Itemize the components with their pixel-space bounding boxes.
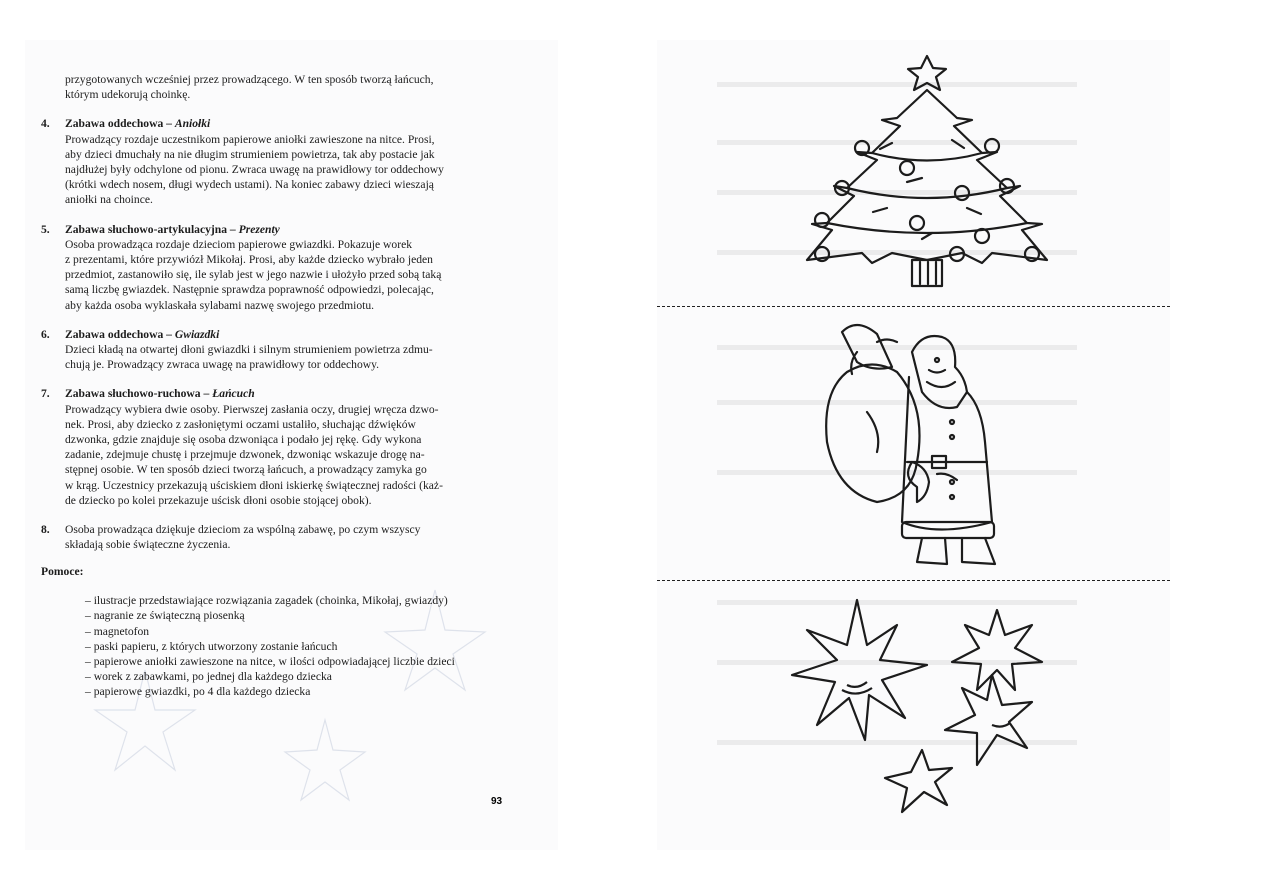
activity-heading: Zabawa oddechowa – [65, 327, 172, 341]
text-line: w krąg. Uczestnicy przekazują uściskiem dłoni iskierkę świątecznej radości (każ- [65, 478, 443, 492]
text-line: Osoba prowadząca rozdaje dzieciom papierowe gwiazdki. Pokazuje worek [65, 237, 413, 251]
activity-heading: Zabawa słuchowo-ruchowa – [65, 387, 210, 401]
aids-list-item: – nagranie ze świąteczną piosenką [85, 608, 521, 623]
text-line: Prowadzący wybiera dwie osoby. Pierwszej zasłania oczy, drugiej wręcza dzwo- [65, 402, 439, 416]
text-line: przedmiot, zastanowiło się, ile sylab jest w jego nazwie i ułożyło przed sobą taką [65, 268, 442, 282]
cut-line [657, 580, 1170, 581]
intro-paragraph [65, 72, 505, 102]
text-line: chują je. Prowadzący zwraca uwagę na prawidłowy tor oddechowy. [65, 358, 380, 372]
activity-6 [41, 327, 505, 373]
text-line: Dzieci kładą na otwartej dłoni gwiazdki i silnym strumieniem powietrza zdmu- [65, 343, 433, 357]
item-number: 7. [41, 387, 50, 401]
text-line: składają sobie świąteczne życzenia. [65, 538, 231, 552]
santa-claus-icon [817, 312, 1017, 574]
right-page [657, 40, 1170, 850]
aids-list [85, 593, 521, 699]
text-line: Osoba prowadząca dziękuje dzieciom za wspólną zabawę, po czym wszyscy [65, 523, 421, 537]
stars-icon [787, 590, 1077, 815]
text-line: (krótki wdech nosem, długi wydech ustami). Na koniec zabawy dzieci wieszają [65, 178, 434, 192]
aids-list-item: – ilustracje przedstawiające rozwiązania zagadek (choinka, Mikołaj, gwiazdy) [85, 593, 521, 608]
left-page [25, 40, 558, 850]
text-line: de dziecko po kolei przekazuje uścisk dłoni osobie stojącej obok). [65, 493, 372, 507]
activity-title: Prezenty [238, 222, 280, 236]
text-line: najdłużej były odchylone od pionu. Zwraca uwagę na prawidłowy tor oddechowy [65, 163, 444, 177]
aids-list-item: – paski papieru, z których utworzony zostanie łańcuch [85, 639, 521, 654]
page-number: 93 [491, 796, 503, 807]
text-line: zadanie, zdejmuje chustę i przejmuje dzwonek, dzwoniąc wskazuje drogę na- [65, 448, 425, 462]
aids-list-item: – papierowe gwiazdki, po 4 dla każdego dziecka [85, 684, 521, 699]
text-line: nek. Prosi, aby dziecko z zasłoniętymi oczami ustaliło, słuchając dźwięków [65, 417, 416, 431]
activity-8 [41, 522, 505, 552]
item-number: 5. [41, 222, 50, 236]
text-line: aby każda osoba wyklaskała sylabami nazwę swojego przedmiotu. [65, 298, 375, 312]
aids-heading: Pomoce: [41, 565, 84, 578]
aids-section [41, 564, 521, 700]
activity-5 [41, 222, 505, 313]
aids-list-item: – worek z zabawkami, po jednej dla każdego dziecka [85, 669, 521, 684]
text-line: samą liczbę gwiazdek. Następnie sprawdza poprawność odpowiedzi, polecając, [65, 283, 434, 297]
left-page-text [41, 72, 505, 552]
cut-line [657, 306, 1170, 307]
item-number: 6. [41, 327, 50, 341]
text-line: którym udekorują choinkę. [65, 88, 191, 102]
item-number: 4. [41, 117, 50, 131]
text-line: dzwonka, gdzie znajduje się osoba dzwoniąca i podało jej rękę. Gdy wykona [65, 433, 422, 447]
activity-7 [41, 386, 505, 508]
activity-heading: Zabawa oddechowa – [65, 117, 172, 131]
aids-list-item: – papierowe aniołki zawieszone na nitce, w ilości odpowiadającej liczbie dzieci [85, 654, 521, 669]
activity-title: Łańcuch [212, 387, 255, 401]
christmas-tree-icon [802, 48, 1052, 298]
item-number: 8. [41, 523, 50, 537]
activity-heading: Zabawa słuchowo-artykulacyjna – [65, 222, 236, 236]
activity-4 [41, 116, 505, 207]
text-line: aniołki na choince. [65, 193, 153, 207]
text-line: Prowadzący rozdaje uczestnikom papierowe aniołki zawieszone na nitce. Prosi, [65, 132, 435, 146]
text-line: stępnej osobie. W ten sposób dzieci tworzą łańcuch, a prowadzący zamyka go [65, 463, 427, 477]
text-line: przygotowanych wcześniej przez prowadzącego. W ten sposób tworzą łańcuch, [65, 73, 434, 86]
activity-title: Aniołki [174, 117, 211, 131]
aids-list-item: – magnetofon [85, 624, 521, 639]
text-line: z prezentami, które przywiózł Mikołaj. Prosi, aby każde dziecko wybrało jeden [65, 253, 433, 267]
text-line: aby dzieci dmuchały na nie długim strumieniem powietrza, tak aby postacie jak [65, 147, 435, 161]
activity-title: Gwiazdki [174, 327, 220, 341]
